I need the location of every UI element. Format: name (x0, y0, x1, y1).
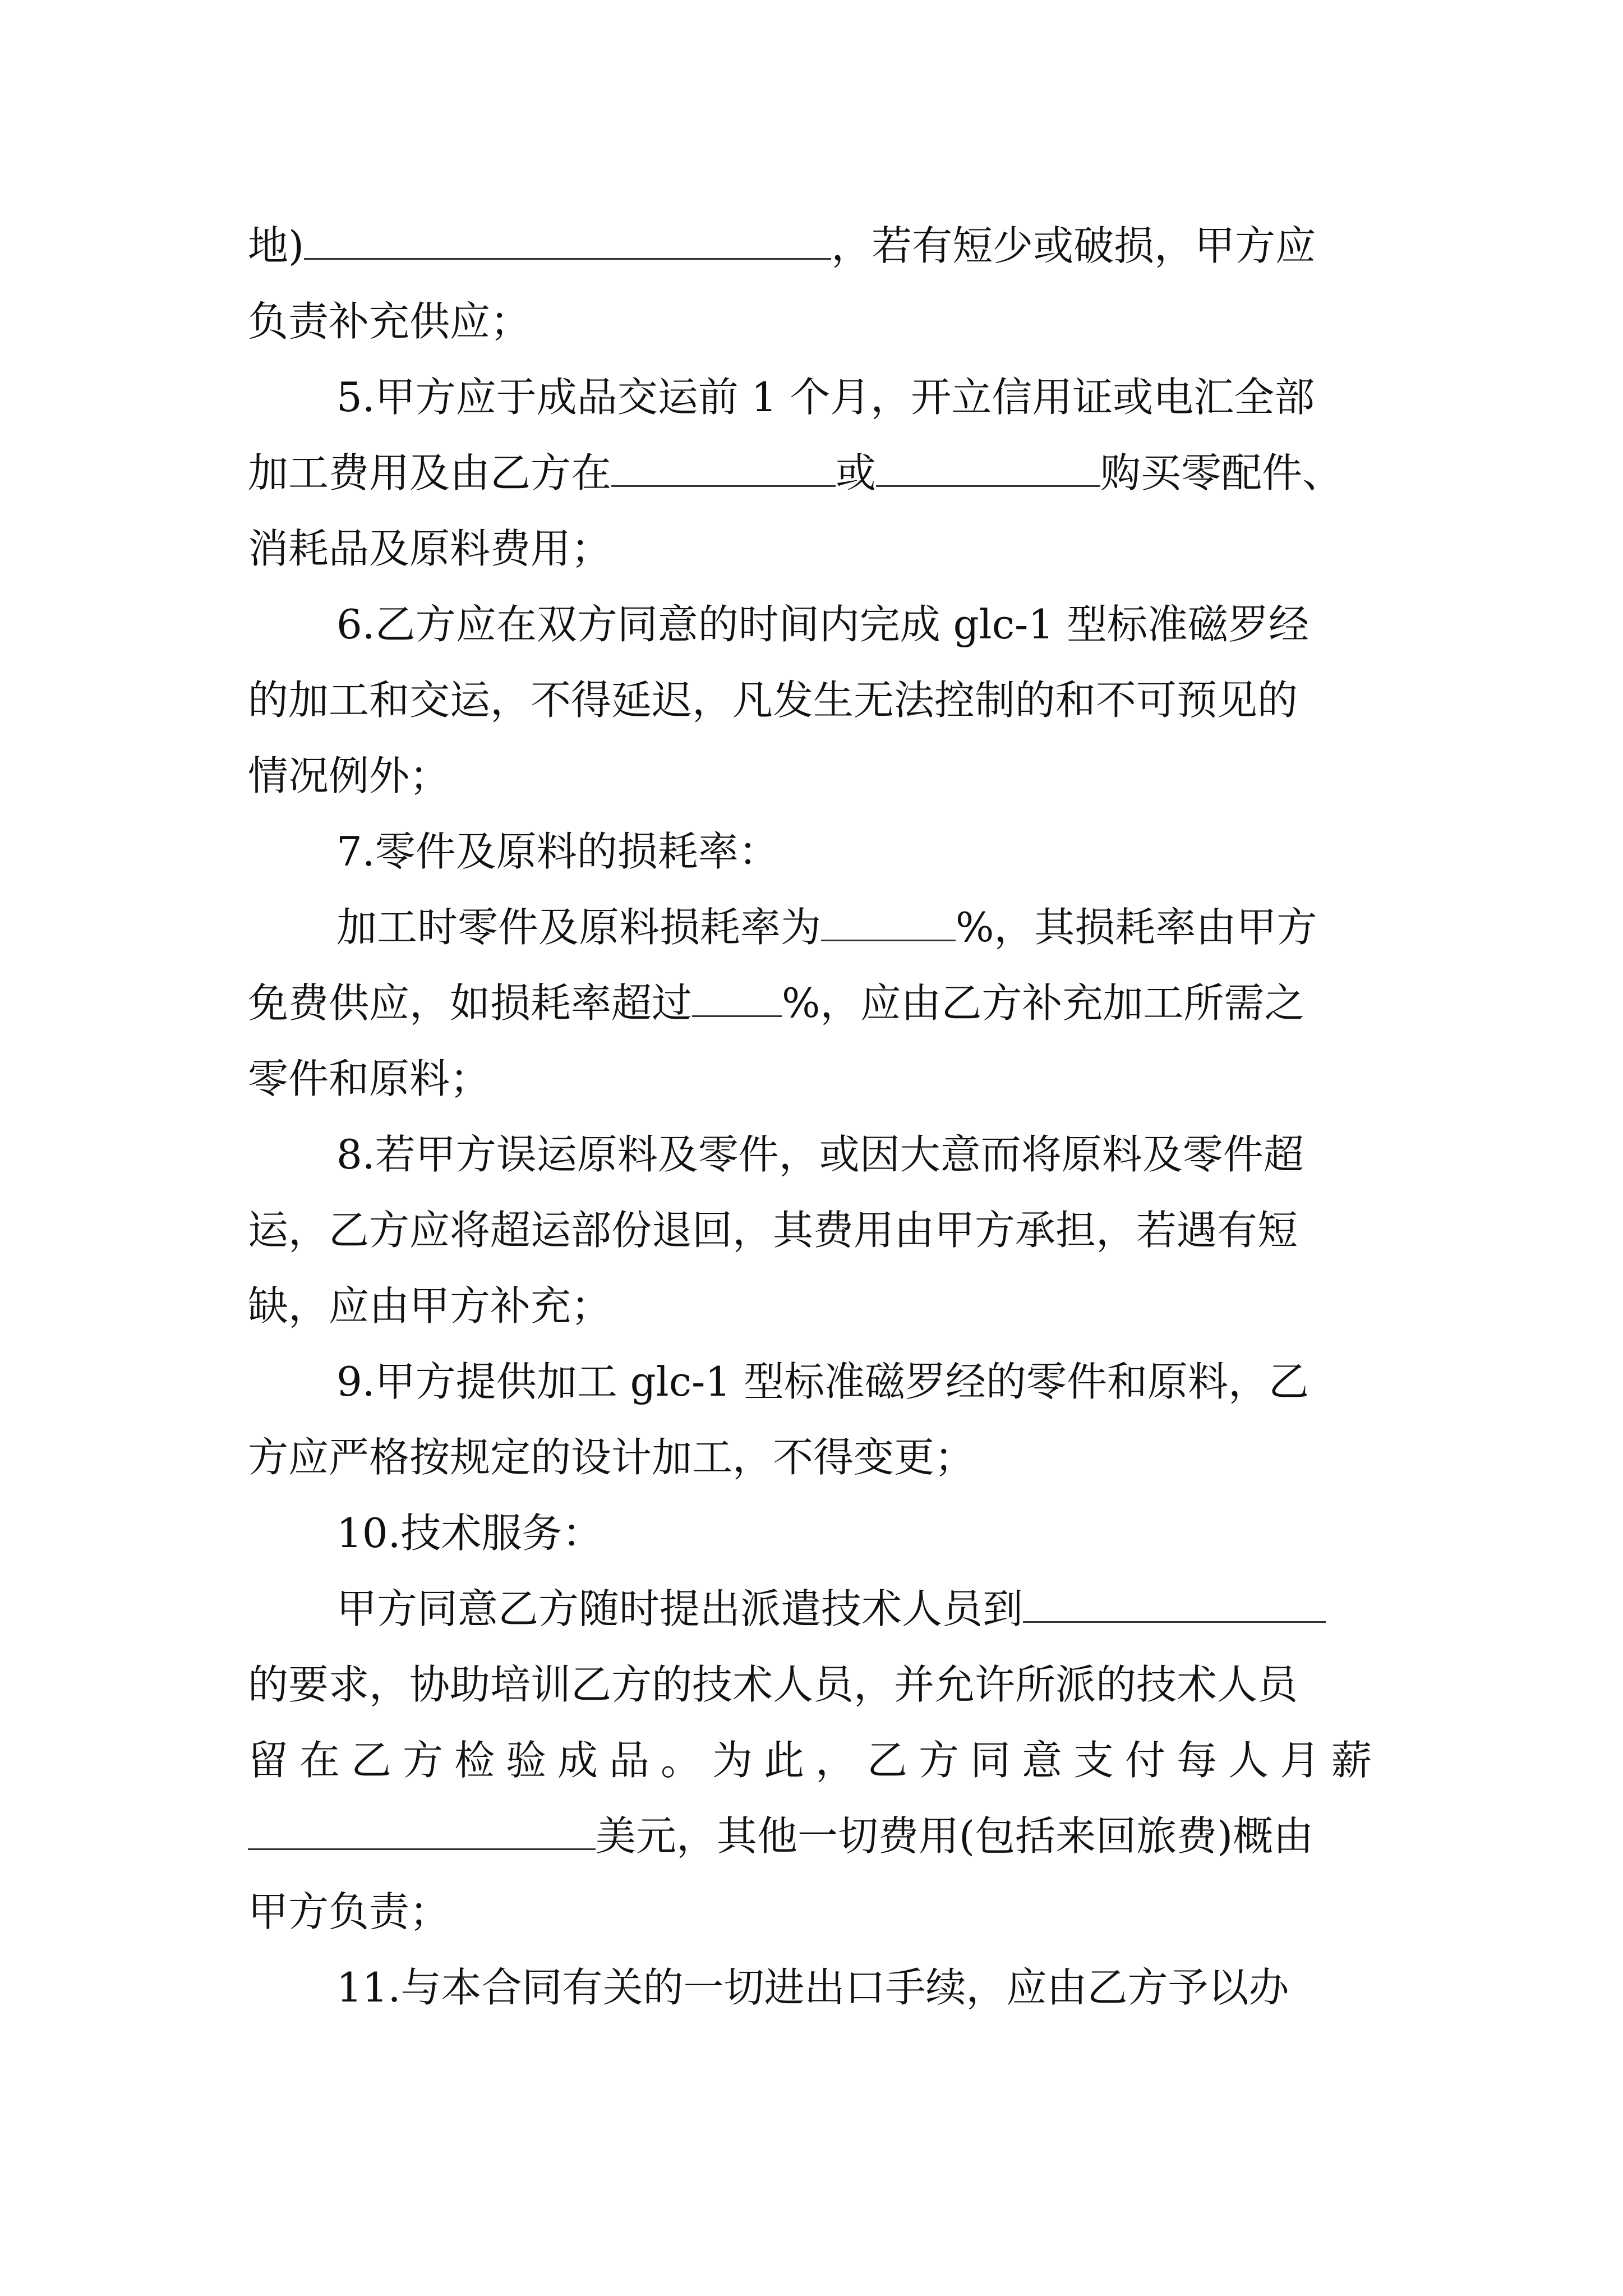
text-line: 9.甲方提供加工 glc-1 型标准磁罗经的零件和原料，乙 (336, 1358, 1310, 1405)
text-line: 的要求，协助培训乙方的技术人员，并允许所派的技术人员 (248, 1661, 1298, 1708)
fill-in-blank (304, 224, 831, 260)
text-segment: 购买零配件、 (1100, 449, 1343, 496)
text-line (248, 1809, 1623, 1863)
text-line (248, 976, 1623, 1030)
text-segment: 加工费用及由乙方在 (248, 449, 612, 496)
text-line: 方应严格按规定的设计加工，不得变更； (248, 1434, 975, 1481)
text-line: 6.乙方应在双方同意的时间内完成 glc-1 型标准磁罗经 (336, 601, 1310, 648)
text-segment: 加工时零件及原料损耗率为 (336, 904, 822, 951)
fill-in-blank (821, 906, 956, 941)
text-line: 运，乙方应将超运部份退回，其费用由甲方承担，若遇有短 (248, 1207, 1298, 1254)
text-line (336, 1582, 1623, 1636)
fill-in-blank (1023, 1588, 1326, 1623)
text-line: 消耗品及原料费用； (248, 525, 612, 572)
text-segment: ，若有短少或破损，甲方应 (831, 222, 1316, 269)
text-line: 留在乙方检验成品。为此，乙方同意支付每人月薪 (248, 1737, 1384, 1784)
text-line: 5.甲方应于成品交运前 1 个月，开立信用证或电汇全部 (336, 374, 1315, 421)
text-segment: 或 (836, 449, 877, 496)
text-line: 11.与本合同有关的一切进出口手续，应由乙方予以办 (336, 1964, 1289, 2011)
text-line (248, 219, 1623, 273)
text-line: 7.零件及原料的损耗率： (336, 828, 779, 875)
text-line: 甲方负责； (248, 1888, 450, 1935)
text-segment: %，应由乙方补充加工所需之 (782, 979, 1305, 1027)
fill-in-blank (248, 1815, 596, 1850)
fill-in-blank (876, 452, 1100, 487)
text-line (248, 446, 1623, 500)
text-segment: 地) (248, 222, 305, 269)
text-line: 负责补充供应； (248, 298, 531, 345)
text-line: 情况例外； (248, 752, 450, 799)
fill-in-blank (692, 982, 782, 1017)
text-line: 缺，应由甲方补充； (248, 1282, 612, 1329)
text-segment: 免费供应，如损耗率超过 (248, 979, 693, 1027)
text-line (336, 900, 1623, 954)
text-line: 零件和原料； (248, 1055, 491, 1102)
text-line: 的加工和交运，不得延迟，凡发生无法控制的和不可预见的 (248, 677, 1298, 724)
text-segment: 美元，其他一切费用(包括来回旅费)概由 (596, 1812, 1314, 1860)
text-segment: %，其损耗率由甲方 (956, 904, 1317, 951)
text-line: 8.若甲方误运原料及零件，或因大意而将原料及零件超 (336, 1131, 1304, 1178)
text-segment: 甲方同意乙方随时提出派遣技术人员到 (336, 1585, 1023, 1632)
fill-in-blank (611, 452, 836, 487)
text-line: 10.技术服务： (336, 1510, 603, 1557)
